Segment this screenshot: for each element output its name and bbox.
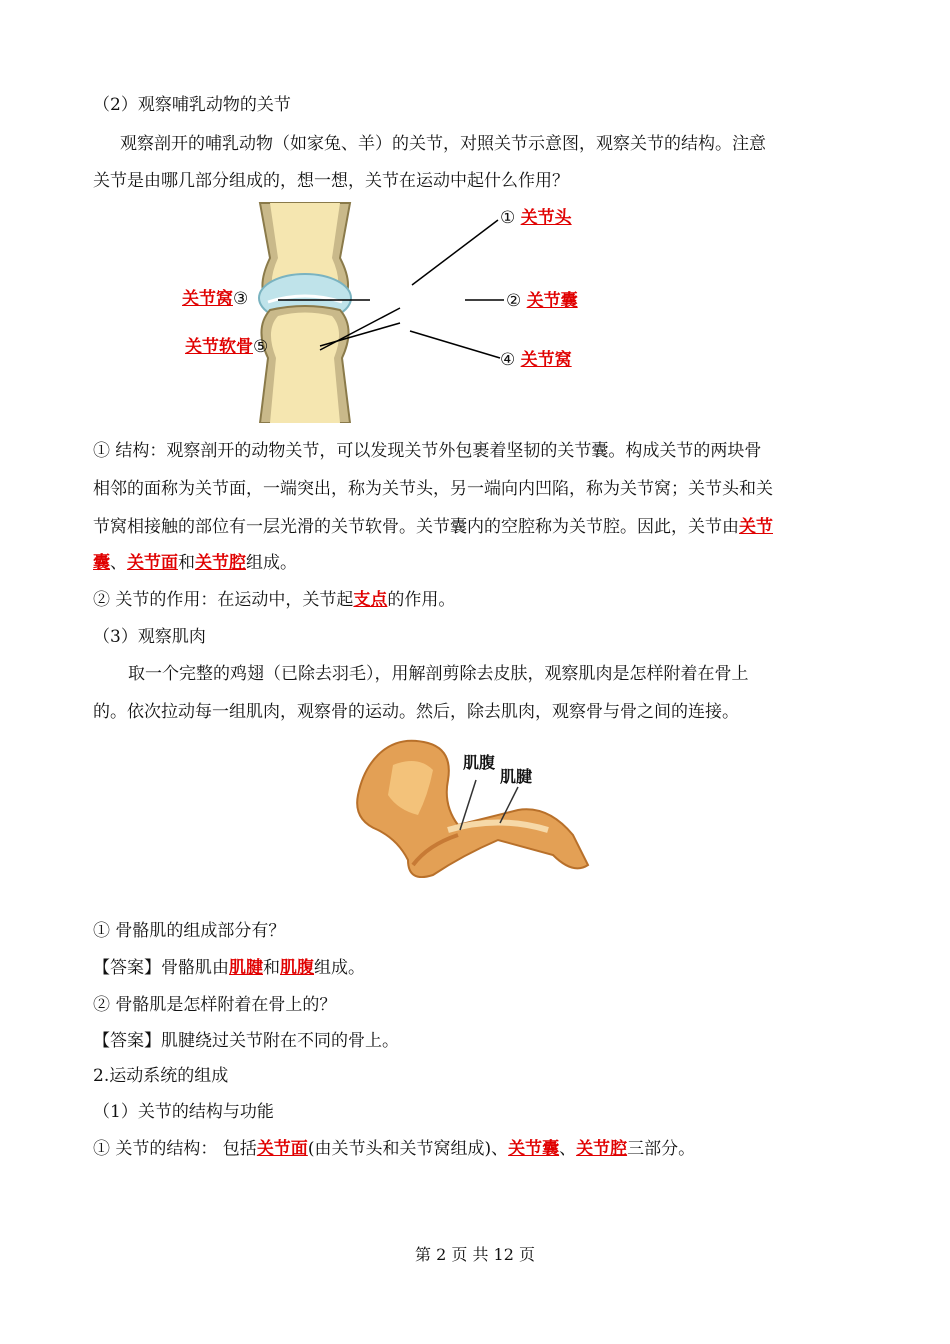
- section-title-joint-structure: （1）关节的结构与功能: [93, 1102, 274, 1122]
- answer-2: 【答案】肌腱绕过关节附在不同的骨上。: [93, 1031, 399, 1051]
- paragraph-muscle-intro-2: 的。依次拉动每一组肌肉，观察骨的运动。然后，除去肌肉，观察骨与骨之间的连接。: [93, 702, 739, 722]
- structure-line-4: 囊、关节面和关节腔组成。: [93, 553, 297, 573]
- diagram-label-2: ② 关节囊: [506, 291, 578, 311]
- section-title-joint: （2）观察哺乳动物的关节: [93, 95, 291, 115]
- page-footer: 第 2 页 共 12 页: [415, 1245, 535, 1264]
- chicken-wing-photo: [348, 735, 598, 885]
- diagram-label-1: ① 关节头: [500, 208, 572, 228]
- function-line: ② 关节的作用：在运动中，关节起支点的作用。: [93, 590, 456, 610]
- wing-label-belly: 肌腹: [463, 753, 496, 772]
- question-2: ② 骨骼肌是怎样附着在骨上的？: [93, 995, 337, 1015]
- paragraph-joint-intro-1: 观察剖开的哺乳动物（如家兔、羊）的关节，对照关节示意图，观察关节的结构。注意: [120, 134, 766, 154]
- section-title-motor-system: 2.运动系统的组成: [93, 1066, 229, 1086]
- structure-line-3: 节窝相接触的部位有一层光滑的关节软骨。关节囊内的空腔称为关节腔。因此，关节由关节: [93, 517, 773, 537]
- structure-line-2: 相邻的面称为关节面，一端突出，称为关节头，另一端向内凹陷，称为关节窝；关节头和关: [93, 479, 773, 499]
- joint-diagram: [170, 198, 610, 423]
- section-title-muscle: （3）观察肌肉: [93, 627, 206, 647]
- paragraph-muscle-intro-1: 取一个完整的鸡翅（已除去羽毛），用解剖剪除去皮肤，观察肌肉是怎样附着在骨上: [128, 664, 749, 684]
- answer-1: 【答案】骨骼肌由肌腱和肌腹组成。: [93, 958, 365, 978]
- diagram-label-5: 关节软骨⑤: [185, 337, 269, 357]
- joint-structure-summary: ① 关节的结构： 包括关节面(由关节头和关节窝组成)、关节囊、关节腔三部分。: [93, 1139, 696, 1159]
- question-1: ① 骨骼肌的组成部分有？: [93, 921, 286, 941]
- paragraph-joint-intro-2: 关节是由哪几部分组成的，想一想，关节在运动中起什么作用？: [93, 171, 569, 191]
- diagram-label-4: ④ 关节窝: [500, 350, 572, 370]
- diagram-label-3: 关节窝③: [182, 289, 249, 309]
- structure-line-1: ① 结构：观察剖开的动物关节，可以发现关节外包裹着坚韧的关节囊。构成关节的两块骨: [93, 441, 762, 461]
- wing-label-tendon: 肌腱: [500, 767, 533, 786]
